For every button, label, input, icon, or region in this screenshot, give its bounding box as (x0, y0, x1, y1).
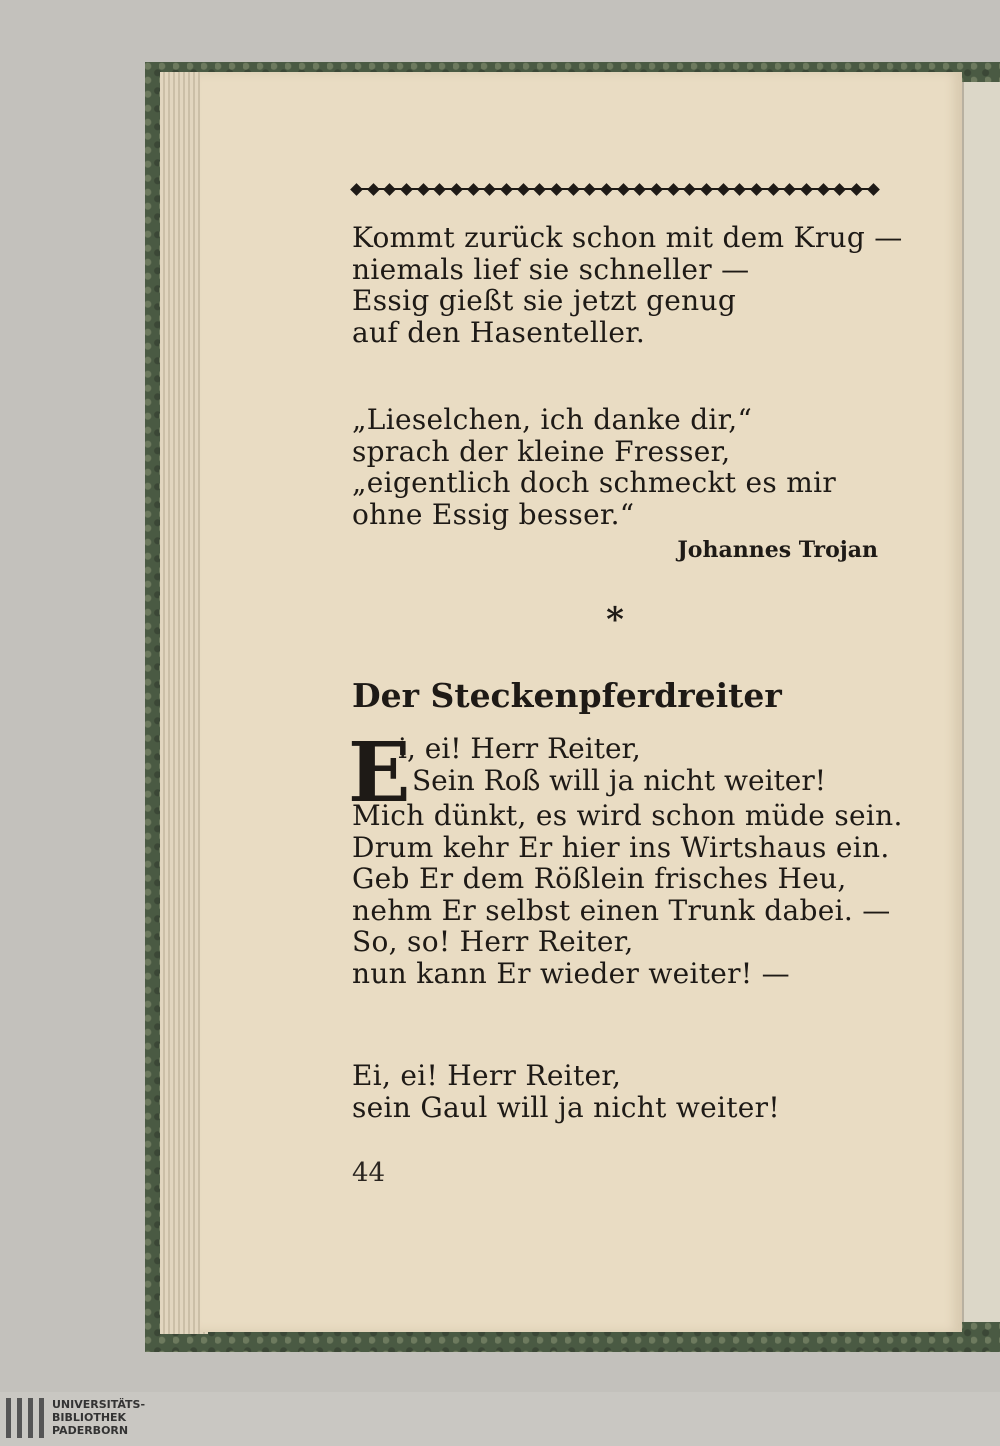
verse-4 (352, 1060, 780, 1123)
library-line: PADERBORN (52, 1424, 129, 1437)
verse-3 (352, 800, 903, 990)
poem-title: Der Steckenpferdreiter (352, 676, 782, 715)
verse-line: Kommt zurück schon mit dem Krug — (352, 221, 903, 254)
library-line: BIBLIOTHEK (52, 1411, 127, 1424)
verse-line: „Lieselchen, ich danke dir,“ (352, 403, 753, 436)
verse-line: auf den Hasenteller. (352, 315, 646, 349)
verse-1 (352, 222, 903, 348)
library-logo-icon (6, 1398, 44, 1438)
page-number: 44 (352, 1158, 386, 1188)
verse-line: ohne Essig besser.“ (352, 497, 635, 531)
section-separator: * (606, 600, 624, 640)
facing-page-edge (962, 82, 1000, 1322)
verse-line: niemals lief sie schneller — (352, 252, 750, 286)
ornament-rule (352, 183, 878, 195)
drop-cap: E (348, 725, 411, 821)
footer-bar (0, 1392, 1000, 1446)
verse-line: Mich dünkt, es wird schon müde sein. (352, 799, 903, 832)
verse-line: Sein Roß will ja nicht weiter! (412, 764, 826, 797)
verse-line: „eigentlich doch schmeckt es mir (352, 466, 837, 500)
library-line: UNIVERSITÄTS- (52, 1398, 146, 1411)
verse-line: nun kann Er wieder weiter! — (352, 956, 790, 990)
verse-line: sein Gaul will ja nicht weiter! (352, 1090, 780, 1124)
verse-line: Drum kehr Er hier ins Wirtshaus ein. (352, 830, 890, 864)
library-logo-text (52, 1398, 145, 1437)
verse-2 (352, 404, 836, 530)
verse-line: Geb Er dem Rößlein frisches Heu, (352, 862, 847, 896)
author-name: Johannes Trojan (677, 537, 878, 563)
verse-line: So, so! Herr Reiter, (352, 925, 634, 959)
verse-line: i, ei! Herr Reiter, (398, 732, 641, 765)
verse-line: nehm Er selbst einen Trunk dabei. — (352, 893, 891, 927)
verse-line: sprach der kleine Fresser, (352, 434, 731, 468)
verse-line: Ei, ei! Herr Reiter, (352, 1059, 622, 1092)
verse-line: Essig gießt sie jetzt genug (352, 284, 737, 318)
